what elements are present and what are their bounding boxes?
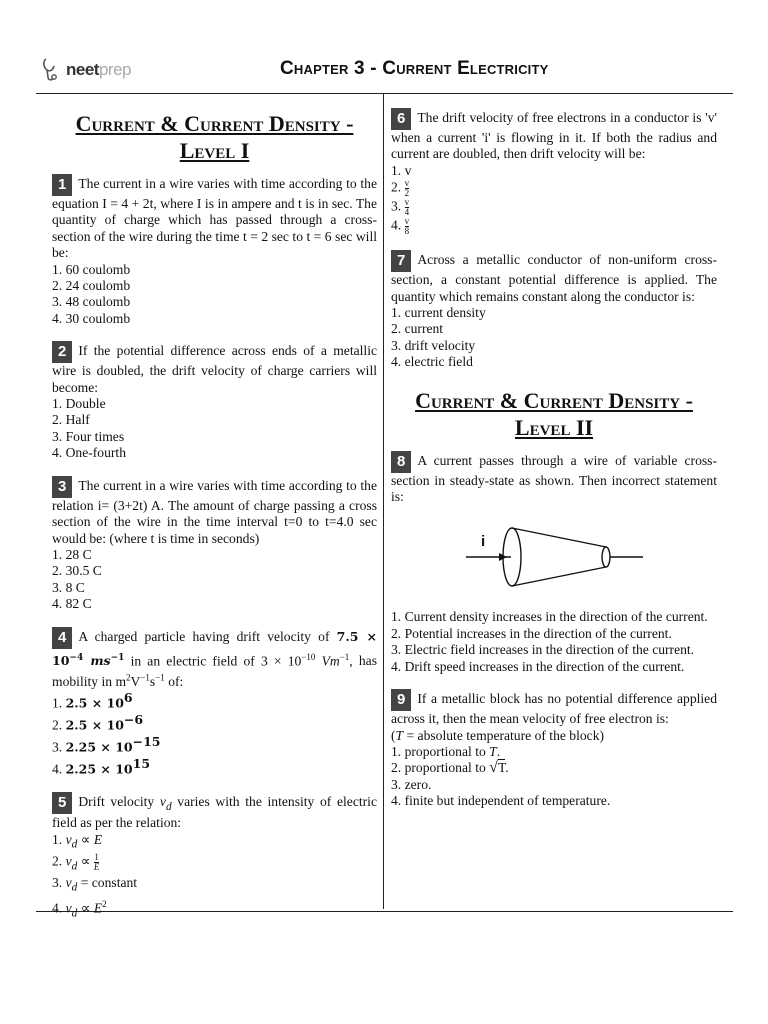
question-number: 3 [52, 476, 72, 498]
option-3[interactable]: 3. $v_d$ = constant [52, 874, 138, 894]
question-2 [52, 341, 377, 461]
question-number: 9 [391, 689, 411, 711]
option-4[interactable]: 4. 82 C [52, 596, 92, 612]
stethoscope-icon [42, 57, 64, 83]
option-3[interactable]: 3. $\frac{v}{4}$ [391, 197, 410, 218]
question-stem: Across a metallic conductor of non-uniform cross-section, a constant potential difference is applied. The quantity which remains constant along the conductor is: [391, 252, 717, 304]
question-1 [52, 174, 377, 327]
option-2[interactable]: 2. $\frac{v}{2}$ [391, 178, 410, 199]
question-stem: If the potential difference across ends of a metallic wire is doubled, the drift velocity of charge carriers will become: [52, 343, 377, 395]
chapter-title: Chapter 3 - Current Electricity [280, 58, 549, 79]
option-4[interactable]: 4. 30 coulomb [52, 310, 131, 326]
question-5: 5 Drift velocity $v_d$ varies with the intensity of electric field as per the relation: 1. $v_d \propto E$ 2. $v_d$ ∝ $\frac{1}{E}$ 3. $v_d$ = constant 4. $v_d \propto E^2$ [52, 792, 377, 921]
option-4[interactable]: 4. Drift speed increases in the direction of the current. [391, 658, 685, 674]
option-1[interactable]: 1. Double [52, 396, 106, 412]
option-1[interactable]: 1. v [391, 162, 412, 178]
option-3[interactable]: 3. 8 C [52, 579, 85, 595]
section-title-level-2: Current & Current Density - Level II [415, 387, 693, 440]
option-2[interactable]: 2. 30.5 C [52, 563, 102, 579]
option-1[interactable]: 1. Current density increases in the direction of the current. [391, 609, 708, 625]
header-rule [36, 93, 733, 94]
question-number: 7 [391, 250, 411, 272]
question-stem-g: has mobility in $m^2V^{-1}s^{-1}$ of: [52, 653, 377, 689]
question-stem: The current in a wire varies with time according to the relation i= (3+2t) A. The amount of charge passing a cross section of the wire in the time interval t=0 to t=4.0 sec would be: (where t is time in seconds) [52, 477, 377, 546]
option-1[interactable]: 1. current density [391, 305, 486, 321]
question-number: 4 [52, 627, 72, 649]
option-4[interactable]: 4. electric field [391, 354, 473, 370]
question-number: 5 [52, 792, 72, 814]
question-number: 2 [52, 341, 72, 363]
question-6 [391, 108, 717, 236]
right-column [391, 108, 717, 824]
question-stem: If a metallic block has no potential difference applied across it, then the mean velocity of free electron is: [391, 691, 717, 727]
option-1[interactable]: 1. proportional to T. [391, 743, 501, 759]
option-2[interactable]: 2. Potential increases in the direction of the current. [391, 625, 672, 641]
option-3[interactable]: 3. drift velocity [391, 337, 476, 353]
option-1[interactable]: 1. 60 coulomb [52, 261, 131, 277]
option-2[interactable]: 2. Half [52, 412, 90, 428]
conical-wire-figure [461, 517, 651, 597]
question-4: 4 A charged particle having drift velocity of $7.5 \times 10^{-4}$ $ms^{-1}$ in an electric field of $3 \times 10^{-10}$ $Vm^{-1}$, has mobility in $m^2V^{-1}s^{-1}$ of: 1. $2.5 \times 10^6$ 2. $2.5 \times 10^{-6}$ 3. $2.25 \times 10^{-15}$ 4. $2.25 \times 10^{15}$ [52, 628, 377, 777]
column-divider [383, 94, 384, 909]
question-9 [391, 689, 717, 809]
option-1[interactable]: 1. $v_d \propto E$ [52, 831, 103, 851]
option-4[interactable]: 4. $2.25 \times 10^{15}$ [52, 756, 151, 777]
page-header [0, 0, 768, 95]
question-8 [391, 451, 717, 675]
question-number: 1 [52, 174, 72, 196]
logo-text-prep: prep [98, 60, 131, 79]
question-7 [391, 250, 717, 370]
option-4[interactable]: 4. finite but independent of temperature. [391, 793, 611, 809]
option-3[interactable]: 3. zero. [391, 776, 432, 792]
option-4[interactable]: 4. One-fourth [52, 445, 126, 461]
question-stem: A current passes through a wire of variable cross-section in steady-state as shown. Then incorrect statement is: [391, 452, 717, 505]
current-label: i [481, 533, 486, 551]
question-number: 8 [391, 451, 411, 473]
question-stem-d: in an electric field of 3 × 10 [124, 653, 302, 669]
option-3[interactable]: 3. Electric field increases in the direction of the current. [391, 642, 695, 658]
option-2[interactable]: 2. $2.5 \times 10^{-6}$ [52, 712, 144, 733]
option-2[interactable]: 2. proportional to √T. [391, 759, 509, 777]
option-4[interactable]: 4. $v_d \propto E^2$ [52, 898, 107, 920]
question-stem: The drift velocity of free electrons in a conductor is 'v' when a current 'i' is flowing in it. If both the radius and current are doubled, then drift velocity will be: [391, 110, 717, 162]
logo-text-neet: neet [66, 60, 99, 79]
left-column [52, 100, 377, 935]
question-3 [52, 476, 377, 613]
option-2[interactable]: 2. current [391, 321, 444, 337]
option-4[interactable]: 4. $\frac{v}{8}$ [391, 216, 410, 237]
option-3[interactable]: 3. Four times [52, 428, 125, 444]
question-note: (T = absolute temperature of the block) [391, 727, 605, 743]
option-1[interactable]: 1. $2.5 \times 10^6$ [52, 690, 133, 711]
option-2[interactable]: 2. $v_d$ ∝ $\frac{1}{E}$ [52, 851, 100, 873]
option-2[interactable]: 2. 24 coulomb [52, 278, 131, 294]
math-drift-velocity: $7.5 \times 10^{-4}$ $ms^{-1}$ [52, 628, 377, 669]
question-stem: The current in a wire varies with time according to the equation I = 4 + 2t, where I is in ampere and t is in sec. The quantity of charge which has passed through a cross-section of the wire during the time t = 2 sec to t = 6 sec will be: [52, 176, 377, 261]
neetprep-logo [42, 57, 131, 83]
question-number: 6 [391, 108, 411, 130]
question-stem-a: A charged particle having drift velocity of [78, 628, 330, 644]
option-1[interactable]: 1. 28 C [52, 546, 92, 562]
section-title-level-1: Current & Current Density - Level I [75, 111, 354, 163]
option-3[interactable]: 3. 48 coulomb [52, 294, 131, 310]
option-3[interactable]: 3. $2.25 \times 10^{-15}$ [52, 734, 161, 755]
